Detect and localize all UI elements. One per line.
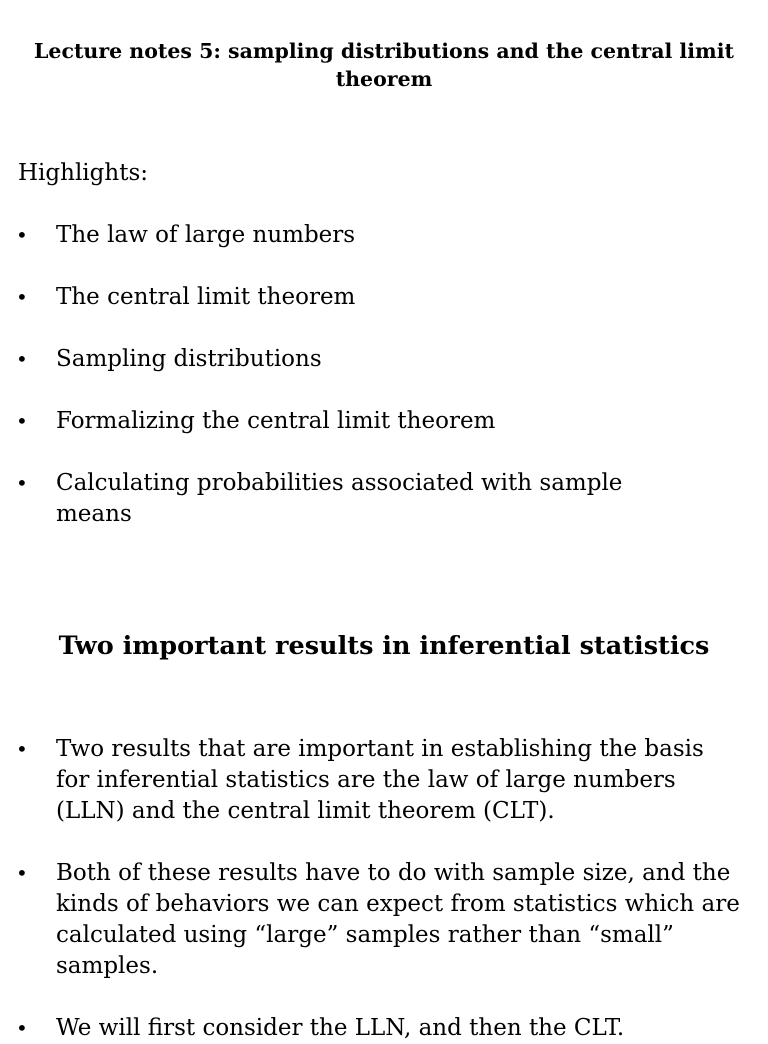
bullet-icon: • [16, 1016, 28, 1040]
bullet-icon: • [16, 409, 28, 433]
bullet-icon: • [16, 861, 28, 885]
bullet-icon: • [16, 223, 28, 247]
highlight-item-text: Sampling distributions [56, 346, 322, 372]
bullet-icon: • [16, 347, 28, 371]
document-title: Lecture notes 5: sampling distributions and the central limit theorem [34, 39, 734, 91]
highlight-item-text: Calculating probabilities associated with sample means [56, 470, 623, 527]
section-point-text: Two results that are important in establishing the basis for inferential statistics are the law of large numbers (LLN) and the central limit theorem (CLT). [56, 736, 704, 824]
highlight-item-text: The central limit theorem [56, 284, 356, 310]
section-point-text: We will first consider the LLN, and then the CLT. [56, 1015, 625, 1041]
bullet-icon: • [16, 737, 28, 761]
highlight-item-text: Formalizing the central limit theorem [56, 408, 496, 434]
highlight-item-text: The law of large numbers [56, 222, 356, 248]
highlights-label: Highlights: [18, 160, 148, 186]
section-point-text: Both of these results have to do with sample size, and the kinds of behaviors we can expect from statistics which are calculated using “large” samples rather than “small” samples. [56, 860, 740, 979]
section-heading: Two important results in inferential statistics [58, 631, 710, 661]
bullet-icon: • [16, 471, 28, 495]
bullet-icon: • [16, 285, 28, 309]
